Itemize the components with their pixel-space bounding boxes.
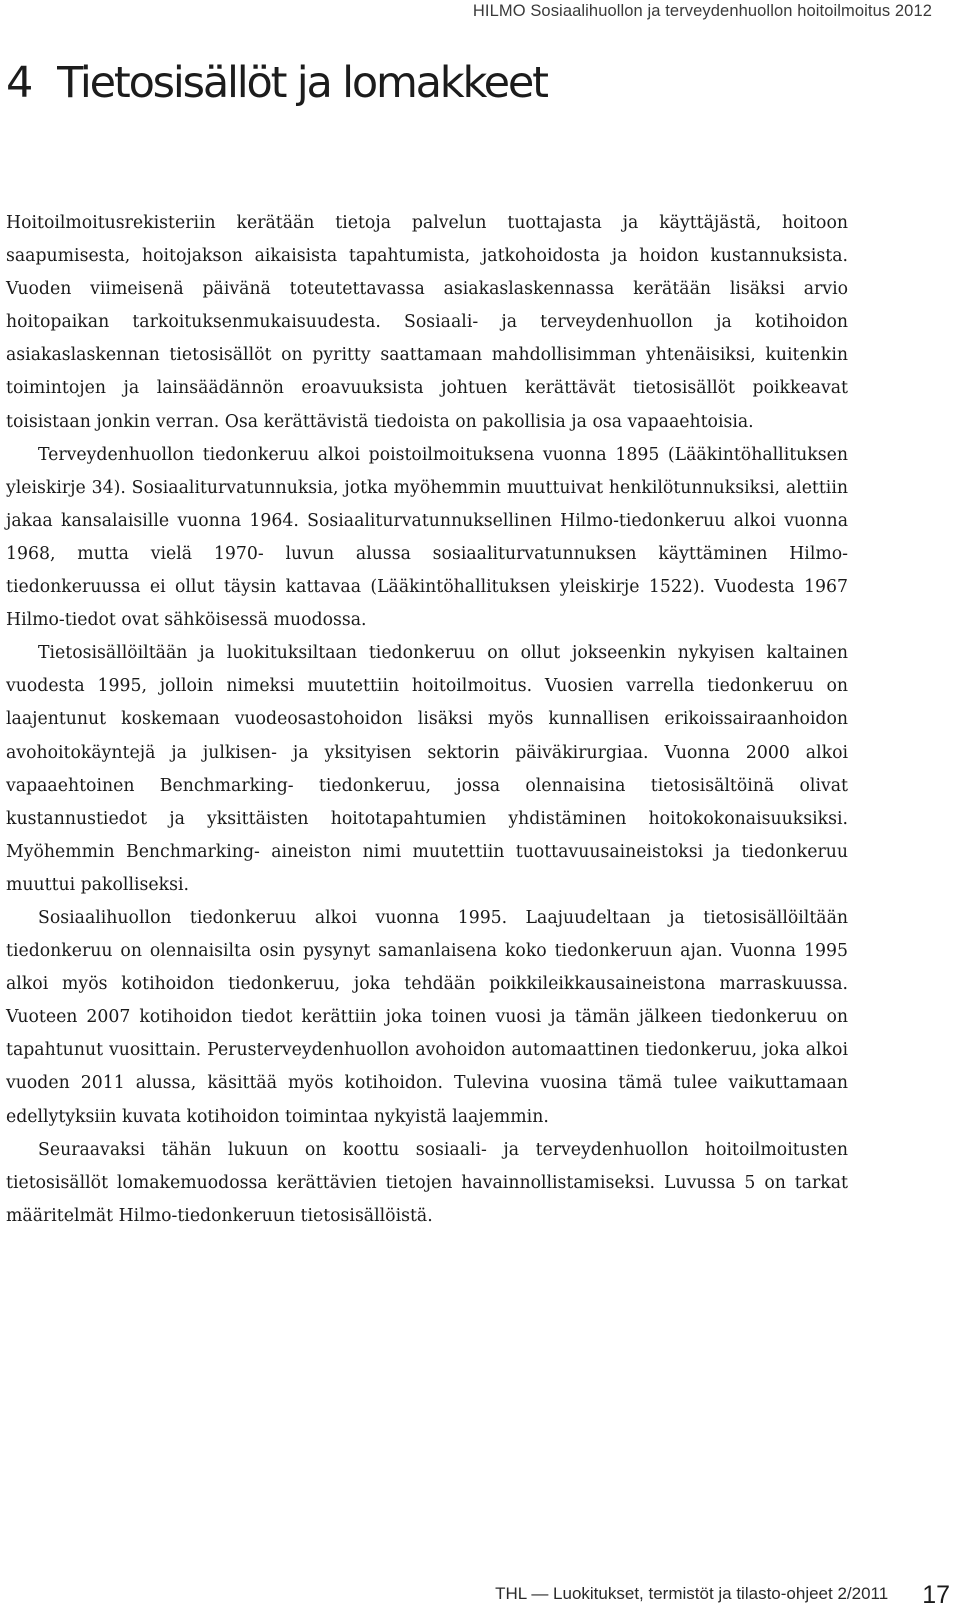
paragraph-2: Terveydenhuollon tiedonkeruu alkoi poistoilmoituksena vuonna 1895 (Lääkintöhallituksen yleiskirje 34). Sosiaaliturvatunnuksia, jotka myöhemmin muuttuivat henkilötunnuksiksi, alettiin jakaa kansalaisille vuonna 1964. Sosiaaliturvatunnuksellinen Hilmo-tiedonkeruu alkoi vuonna 1968, mutta vielä 1970- luvun alussa sosiaaliturvatunnuksen käyttäminen Hilmo-tiedonkeruussa ei ollut täysin kattavaa (Lääkintöhallituksen yleiskirje 1522). Vuodesta 1967 Hilmo-tiedot ovat sähköisessä muodossa. bbox=[6, 444, 848, 631]
body-text bbox=[6, 207, 848, 1233]
paragraph-1: Hoitoilmoitusrekisteriin kerätään tietoja palvelun tuottajasta ja käyttäjästä, hoitoon saapumisesta, hoitojakson aikaisista tapahtumista, jatkohoidosta ja hoidon kustannuksista. Vuoden viimeisenä päivänä toteutettavassa asiakaslaskennassa kerätään lisäksi arvio hoitopaikan tarkoituksenmukaisuudesta. Sosiaali- ja terveydenhuollon ja kotihoidon asiakaslaskennan tietosisällöt on pyritty saattamaan mahdollisimman yhtenäisiksi, kuitenkin toimintojen ja lainsäädännön eroavuuksista johtuen kerättävät tietosisällöt poikkeavat toisistaan jonkin verran. Osa kerättävistä tiedoista on pakollisia ja osa vapaaehtoisia. bbox=[6, 213, 848, 432]
footer-publication: THL — Luokitukset, termistöt ja tilasto-ohjeet 2/2011 bbox=[495, 1584, 889, 1603]
chapter-number: 4 bbox=[6, 58, 32, 108]
paragraph-4: Sosiaalihuollon tiedonkeruu alkoi vuonna 1995. Laajuudeltaan ja tietosisällöiltään tiedonkeruu on olennaisilta osin pysynyt samanlaisena koko tiedonkeruun ajan. Vuonna 1995 alkoi myös kotihoidon tiedonkeruu, joka tehdään poikkileikkausaineistona marraskuussa. Vuoteen 2007 kotihoidon tiedot kerättiin joka toinen vuosi ja tämän jälkeen tiedonkeruu on tapahtunut vuosittain. Perusterveydenhuollon avohoidon automaattinen tiedonkeruu, joka alkoi vuoden 2011 alussa, käsittää myös kotihoidon. Tulevina vuosina tämä tulee vaikuttamaan edellytyksiin kuvata kotihoidon toimintaa nykyistä laajemmin. bbox=[6, 907, 848, 1127]
chapter-title-text: Tietosisällöt ja lomakkeet bbox=[57, 58, 547, 108]
paragraph-3: Tietosisällöiltään ja luokituksiltaan tiedonkeruu on ollut jokseenkin nykyisen kaltainen vuodesta 1995, jolloin nimeksi muutettiin hoitoilmoitus. Vuosien varrella tiedonkeruu on laajentunut koskemaan vuodeosastohoidon lisäksi myös kunnallisen erikoissairaanhoidon avohoitokäyntejä ja julkisen- ja yksityisen sektorin päiväkirurgiaa. Vuonna 2000 alkoi vapaaehtoinen Benchmarking- tiedonkeruu, jossa olennaisina tietosisältöinä olivat kustannustiedot ja yksittäisten hoitotapahtumien yhdistäminen hoitokokonaisuuksiksi. Myöhemmin Benchmarking- aineiston nimi muutettiin tuottavuusaineistoksi ja tiedonkeruu muuttui pakolliseksi. bbox=[6, 643, 848, 895]
chapter-title bbox=[6, 58, 547, 108]
page-footer bbox=[495, 1577, 950, 1609]
running-header: HILMO Sosiaalihuollon ja terveydenhuollon hoitoilmoitus 2012 bbox=[472, 2, 932, 20]
page-number: 17 bbox=[922, 1581, 950, 1609]
paragraph-5: Seuraavaksi tähän lukuun on koottu sosiaali- ja terveydenhuollon hoitoilmoitusten tietosisällöt lomakemuodossa kerättävien tietojen havainnollistamiseksi. Luvussa 5 on tarkat määritelmät Hilmo-tiedonkeruun tietosisällöistä. bbox=[6, 1139, 848, 1226]
